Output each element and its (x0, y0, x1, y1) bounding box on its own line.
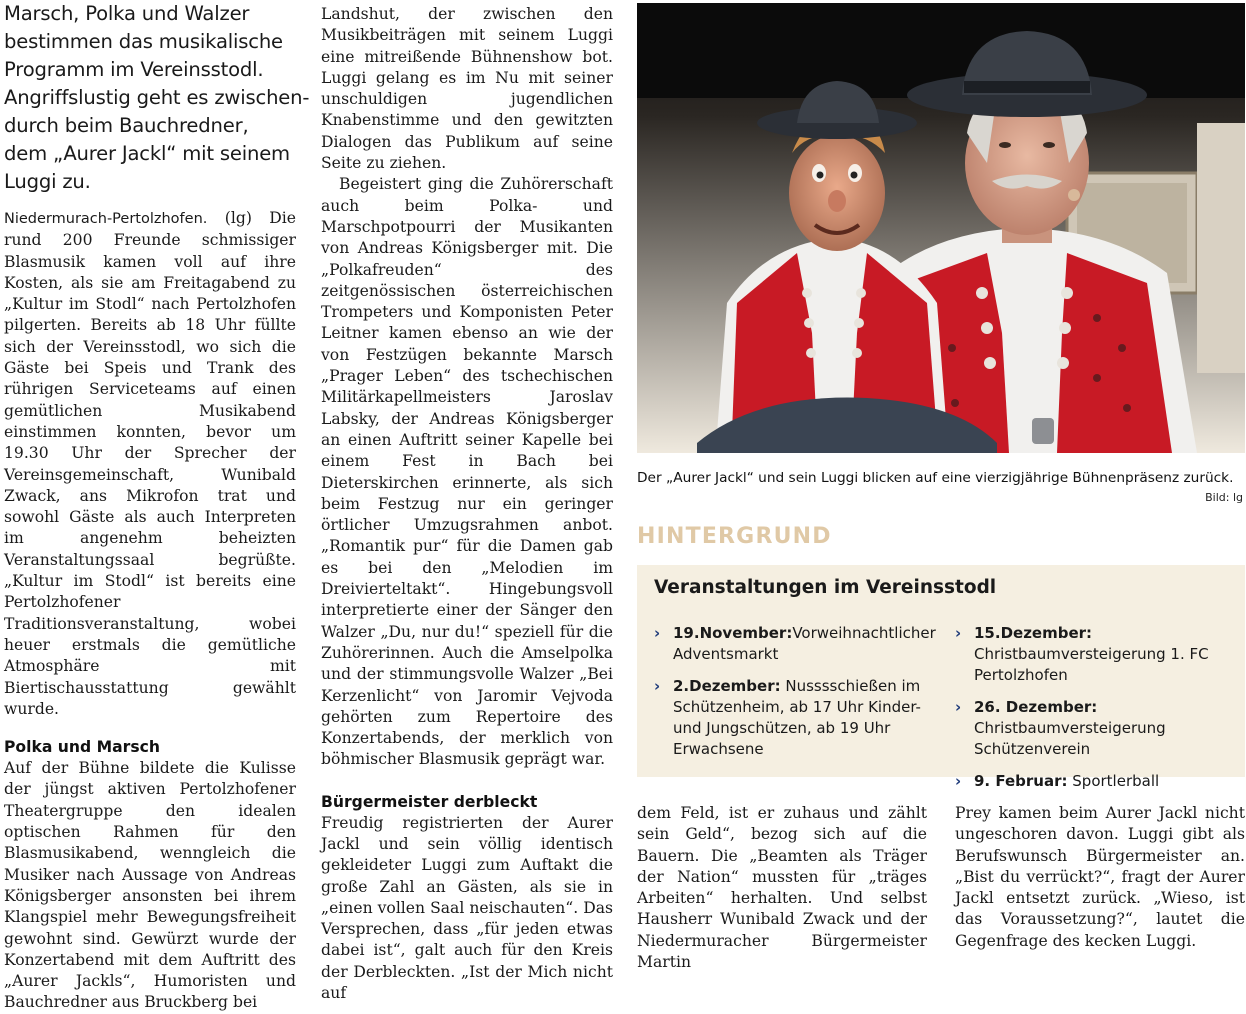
teaser-line: Programm im Vereinsstodl. (4, 58, 264, 81)
article-column-2 (321, 4, 613, 1004)
event-item (654, 623, 934, 665)
article-column-3 (637, 803, 927, 973)
event-item (654, 676, 934, 760)
article-paragraph: dem Feld, ist er zuhaus und zählt sein Geld“, bezog sich auf die Bauern. Die „Beamten als Träger der Nation“ mussten für „träges Arbeiten“ herhalten. Und selbst Hausherr Wunibald Zwack und der Niedermuracher Bürgermeister Martin (637, 804, 927, 972)
subheading: Bürgermeister derbleckt (321, 792, 538, 811)
event-text: Vorweihnachtlicher Adventsmarkt (673, 624, 936, 663)
teaser-line: Luggi zu. (4, 170, 91, 193)
event-list-right (955, 623, 1240, 803)
event-text: Christbaumversteigerung Schützenverein (974, 719, 1166, 758)
photo-credit: Bild: lg (1205, 491, 1243, 504)
chevron-right-icon: › (955, 624, 962, 642)
event-item (955, 771, 1240, 792)
article-paragraph: Freudig registrierten der Aurer Jackl und sein völlig identisch gekleideter Luggi zum Auftakt die große Zahl an Gästen, als sie in „einen vollen Saal neischauten“. Das Versprechen, dass „für jeden etwas dabei ist“, galt auch für den Kreis der Derbleckten. „Ist der Mich nicht auf (321, 813, 613, 1003)
chevron-right-icon: › (955, 772, 962, 790)
photo-caption: Der „Aurer Jackl“ und sein Luggi blicken auf eine vierzigjährige Bühnenpräsenz zurück. (637, 470, 1234, 486)
event-text: Nusssschießen im Schützenheim, ab 17 Uhr Kinder- und Jungschützen, ab 19 Uhr Erwachsene (673, 677, 921, 758)
teaser-line: dem „Aurer Jackl“ mit seinem (4, 142, 290, 165)
article-paragraph: Auf der Bühne bildete die Kulisse der jüngst aktiven Pertolzhofener Theatergruppe den idealen optischen Rahmen für den Blasmusikabend, wenngleich die Musiker nach Aussage von Andreas Königsberger ansonsten bei ihrem Klangspiel mehr Bewegungsfreiheit gewohnt sind. Gewürzt wurde der Konzertabend mit dem Auftritt des „Aurer Jackls“, Humoristen und Bauchredner aus Bruckberg bei (4, 759, 296, 1012)
event-text: Christbaumversteigerung 1. FC Pertolzhofen (974, 645, 1209, 684)
subheading: Polka und Marsch (4, 738, 160, 757)
event-text: Sportlerball (1067, 772, 1160, 790)
teaser-line: Marsch, Polka und Walzer (4, 2, 250, 25)
event-date: 2.Dezember: (673, 677, 781, 695)
event-date: 19.November: (673, 624, 793, 642)
article-paragraph (4, 208, 296, 720)
event-date: 26. Dezember: (974, 698, 1098, 716)
paragraph-text: (lg) Die rund 200 Freunde schmissiger Blasmusik kamen voll auf ihre Kosten, als sie am Freitagabend zu „Kultur im Stodl“ nach Pertolzhofen pilgerten. Bereits ab 18 Uhr füllte sich der Vereinsstodl, wo sich die Gäste bei Speis und Trank des rührigen Serviceteams auf einen gemütlichen Musikabend einstimmen konnten, bevor um 19.30 Uhr der Sprecher der Vereinsgemeinschaft, Wunibald Zwack, ans Mikrofon trat und sowohl Gäste als auch Interpreten im angenehm beheizten Veranstaltungssaal begrüßte. „Kultur im Stodl“ ist bereits eine Pertolzhofener Traditionsveranstaltung, wobei heuer erstmals die gemütliche Atmosphäre mit Biertischausstattung gewählt wurde. (4, 209, 296, 718)
article-paragraph: Begeistert ging die Zuhörerschaft auch beim Polka- und Marschpotpourri der Musikanten von Andreas Königsberger mit. Die „Polkafreuden“ des zeitgenössischen österreichischen Trompeters und Komponisten Peter Leitner kamen ebenso an wie der von Festzügen bekannte Marsch „Prager Leben“ des tschechischen Militärkapellmeisters Jaroslav Labsky, der Andreas Königsberger an einen Auftritt seiner Kapelle bei einem Fest in Bach bei Dieterskirchen erinnerte, als sich beim Festzug nur ein geringer örtlicher Umzugsrahmen anbot. „Romantik pur“ für die Damen gab es bei den „Melodien im Dreivierteltakt“. Hingebungsvoll interpretierte einer der Sänger den Walzer „Du, nur du!“ speziell für die Zuhörerinnen. Auch die Amselpolka und der stimmungsvolle Walzer „Bei Kerzenlicht“ von Jaromir Vejvoda gehörten zum Repertoire des Konzertabends, der merklich von böhmischer Blasmusik geprägt war. (321, 175, 613, 769)
teaser-line: Angriffslustig geht es zwischen- (4, 86, 310, 109)
teaser (4, 0, 310, 196)
info-box (637, 565, 1245, 790)
event-date: 15.Dezember: (974, 624, 1093, 642)
dateline: Niedermurach-Pertolzhofen. (4, 211, 208, 227)
event-item (955, 697, 1240, 760)
photo-ventriloquist-with-puppet (637, 3, 1245, 453)
article-column-1 (4, 0, 310, 1014)
chevron-right-icon: › (955, 698, 962, 716)
photo-illustration (637, 3, 1245, 453)
event-item (955, 623, 1240, 686)
chevron-right-icon: › (654, 677, 661, 695)
event-date: 9. Februar: (974, 772, 1068, 790)
teaser-line: bestimmen das musikalische (4, 30, 283, 53)
event-list-left (654, 623, 934, 771)
chevron-right-icon: › (654, 624, 661, 642)
teaser-line: durch beim Bauchredner, (4, 114, 249, 137)
article-column-4 (955, 803, 1245, 952)
article-paragraph: Landshut, der zwischen den Musikbeiträgen mit seinem Luggi eine mitreißende Bühnenshow bot. Luggi gelang es im Nu mit seiner unschuldigen jugendlichen Knabenstimme und den gewitzten Dialogen das Publikum auf seine Seite zu ziehen. (321, 5, 613, 173)
article-paragraph: Prey kamen beim Aurer Jackl nicht ungeschoren davon. Luggi gibt als Berufswunsch Bürgermeister an. „Bist du verrückt?“, fragt der Aurer Jackl entsetzt zurück. „Wieso, ist das Voraussetzung?“, lautet die Gegenfrage des kecken Luggi. (955, 804, 1245, 950)
info-box-title: Veranstaltungen im Vereinsstodl (654, 577, 997, 598)
section-label: HINTERGRUND (637, 524, 832, 549)
